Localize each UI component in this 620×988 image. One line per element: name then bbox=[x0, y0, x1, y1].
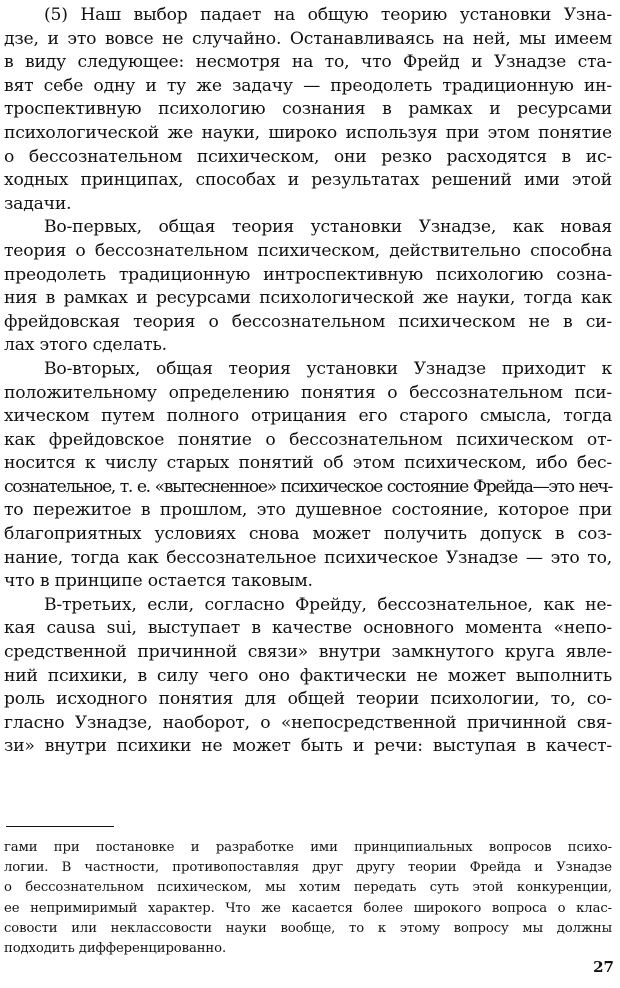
text-line: гласно Узнадзе, наоборот, о «непосредственной причинной свя- bbox=[4, 712, 612, 733]
text-line: положительному определению понятия о бессознательном пси- bbox=[4, 382, 612, 403]
text-line: роль исходного понятия для общей теории психологии, то, со- bbox=[4, 689, 612, 710]
text-line: хическом путем полного отрицания его старого смысла, тогда bbox=[4, 406, 612, 427]
page-number: 27 bbox=[593, 958, 614, 976]
text-line: В-третьих, если, согласно Фрейду, бессознательное, как не- bbox=[44, 594, 612, 615]
text-line: теория о бессознательном психическом, действительно способна bbox=[4, 240, 612, 261]
text-line: троспективную психологию сознания в рамках и ресурсами bbox=[4, 99, 612, 120]
text-line: преодолеть традиционную интроспективную психологию созна- bbox=[4, 264, 612, 285]
footnote-line: о бессознательном психическом, мы хотим передать суть этой конкуренции, bbox=[4, 880, 612, 896]
text-line: Во-вторых, общая теория установки Узнадзе приходит к bbox=[44, 358, 612, 379]
text-line: как фрейдовское понятие о бессознательном психическом от- bbox=[4, 429, 612, 450]
footnote-line: ее непримиримый характер. Что же касается более широкого вопроса о клас- bbox=[4, 900, 612, 916]
paragraph-2 bbox=[4, 216, 612, 358]
text-line: ний психики, в силу чего оно фактически не может выполнить bbox=[4, 665, 612, 686]
footnote-line: совости или неклассовости науки вообще, то к этому вопросу мы должны bbox=[4, 920, 612, 936]
text-line: Во-первых, общая теория установки Узнадзе, как новая bbox=[44, 217, 612, 238]
text-line: фрейдовская теория о бессознательном психическом не в си- bbox=[4, 311, 612, 332]
paragraph-1 bbox=[4, 4, 612, 216]
main-text bbox=[4, 4, 612, 759]
paragraph-3 bbox=[4, 358, 612, 594]
paragraph-4 bbox=[4, 594, 612, 759]
text-line: то пережитое в прошлом, это душевное состояние, которое при bbox=[4, 500, 612, 521]
text-line: зи» внутри психики не может быть и речи: выступая в качест- bbox=[4, 736, 612, 757]
text-line: сознательное, т. е. «вытесненное» психическое состояние Фрейда—это неч- bbox=[4, 476, 612, 497]
footnote-line: подходить дифференцированно. bbox=[4, 941, 227, 957]
text-line: лах этого сделать. bbox=[4, 335, 167, 356]
text-line: благоприятных условиях снова может получить допуск в соз- bbox=[4, 524, 612, 545]
text-line: средственной причинной связи» внутри замкнутого круга явле- bbox=[4, 642, 612, 663]
footnote-separator bbox=[6, 826, 114, 827]
text-line: ходных принципах, способах и результатах решений ими этой bbox=[4, 170, 612, 191]
footnote-line: логии. В частности, противопоставляя друг другу теории Фрейда и Узнадзе bbox=[4, 860, 612, 876]
footnote-line: гами при постановке и разработке ими принципиальных вопросов психо- bbox=[4, 840, 612, 855]
text-line: нание, тогда как бессознательное психическое Узнадзе — это то, bbox=[4, 547, 612, 568]
text-line: кая causa sui, выступает в качестве основного момента «непо- bbox=[4, 618, 612, 639]
text-line: что в принципе остается таковым. bbox=[4, 571, 313, 592]
text-line: о бессознательном психическом, они резко расходятся в ис- bbox=[4, 146, 612, 167]
footnote bbox=[4, 838, 612, 959]
text-line: задачи. bbox=[4, 193, 72, 214]
text-line: (5) Наш выбор падает на общую теорию установки Узна- bbox=[44, 5, 612, 25]
text-line: носится к числу старых понятий об этом психическом, ибо бес- bbox=[4, 453, 612, 474]
text-line: психологической же науки, широко используя при этом понятие bbox=[4, 122, 612, 143]
text-line: дзе, и это вовсе не случайно. Останавливаясь на ней, мы имеем bbox=[4, 28, 612, 49]
text-line: в виду следующее: несмотря на то, что Фрейд и Узнадзе ста- bbox=[4, 52, 612, 73]
text-line: вят себе одну и ту же задачу — преодолеть традиционную ин- bbox=[4, 75, 612, 96]
text-line: ния в рамках и ресурсами психологической же науки, тогда как bbox=[4, 288, 612, 309]
